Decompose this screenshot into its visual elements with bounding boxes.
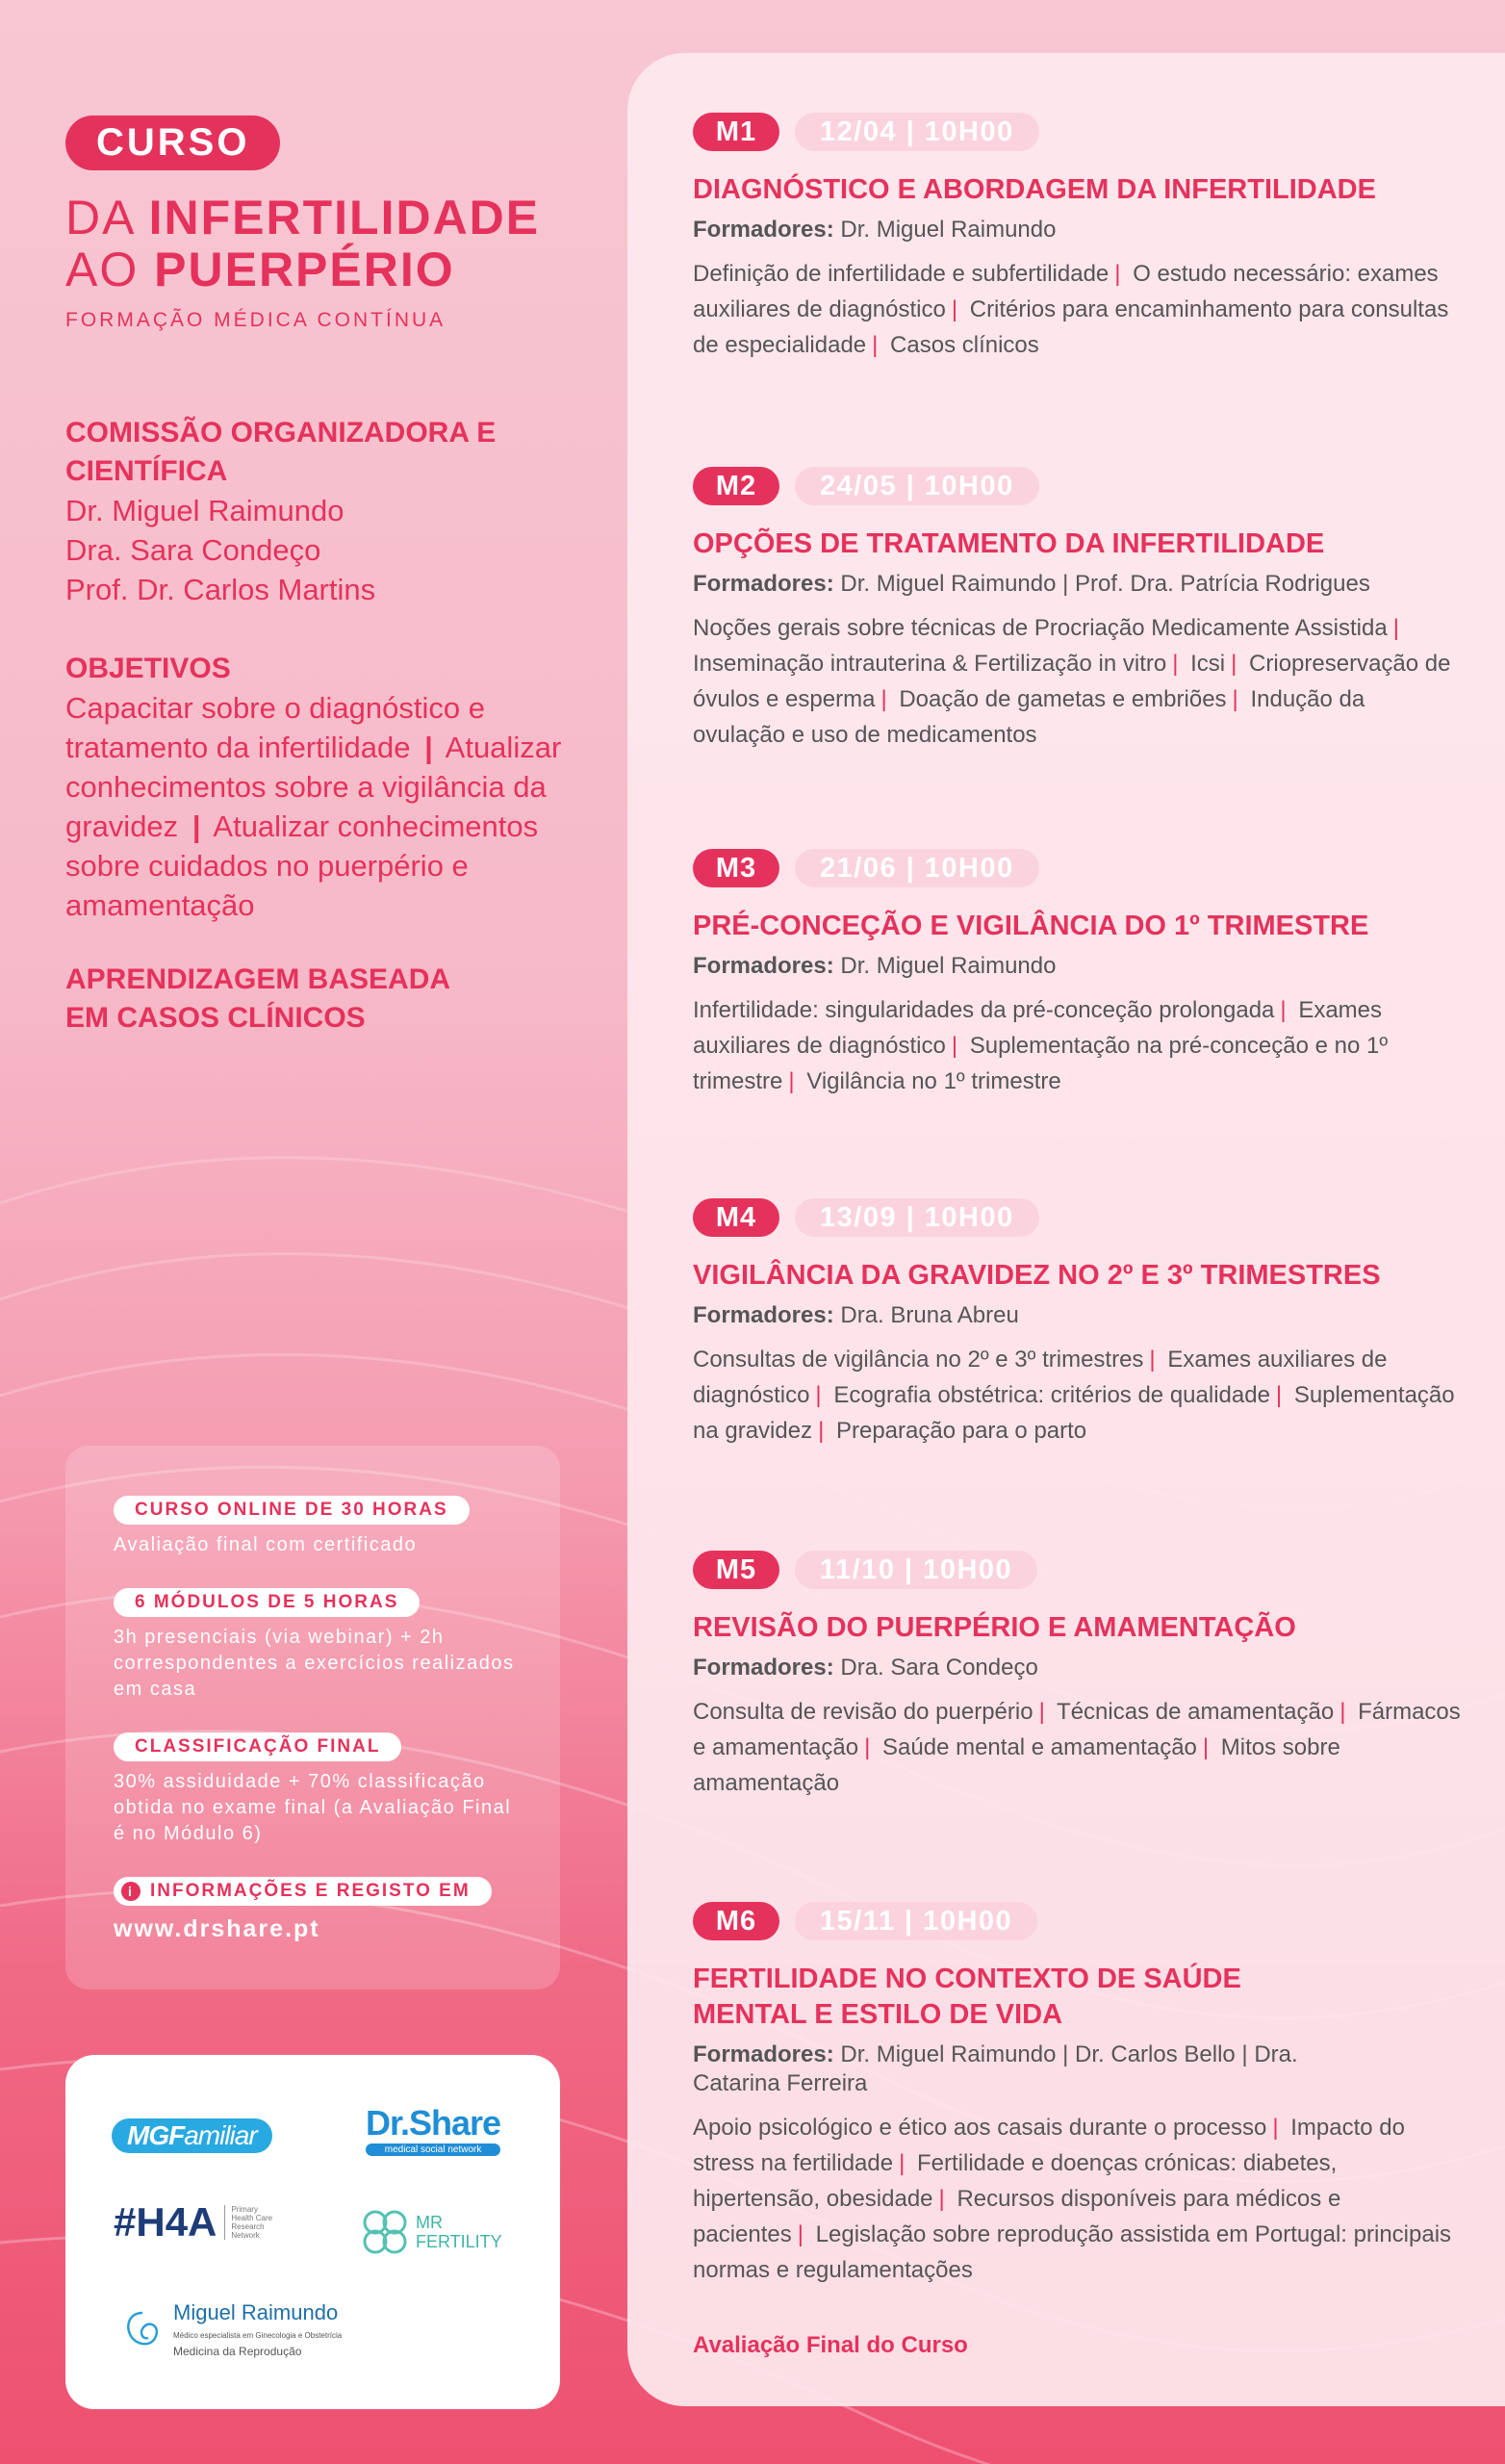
- topic: Vigilância no 1º trimestre: [806, 1068, 1061, 1094]
- topic: Exames auxiliares de diagnóstico: [693, 997, 1383, 1059]
- mr-fertility-line-1: MR: [416, 2213, 443, 2232]
- course-subtitle: FORMAÇÃO MÉDICA CONTÍNUA: [65, 309, 446, 331]
- commission-member: Dr. Miguel Raimundo: [65, 494, 344, 527]
- course-title: [65, 192, 585, 295]
- title-line1-pre: DA: [65, 191, 149, 244]
- trainers-names: Dra. Bruna Abreu: [840, 1302, 1019, 1328]
- objective-item: Atualizar conhecimentos sobre a vigilância da gravidez: [65, 731, 562, 843]
- topic: Criopreservação de óvulos e esperma: [693, 651, 1451, 712]
- h4a-sub: Primary: [231, 2205, 258, 2214]
- commission-member: Dra. Sara Condeço: [65, 533, 321, 567]
- trainers-label: Formadores:: [693, 1302, 834, 1328]
- topic: Ecografia obstétrica: critérios de qualidade: [833, 1382, 1270, 1408]
- objective-item: Capacitar sobre o diagnóstico e tratamento da infertilidade: [65, 691, 485, 764]
- trainers-names: Dr. Miguel Raimundo: [840, 217, 1057, 243]
- module-trainers: [693, 952, 1463, 981]
- topic: Suplementação na gravidez: [693, 1382, 1455, 1444]
- trainers-label: Formadores:: [693, 953, 834, 979]
- module-tag: M6: [693, 1902, 779, 1940]
- objectives-section: [65, 650, 566, 925]
- h4a-wordmark: #H4A: [114, 2199, 217, 2245]
- title-line2-pre: AO: [65, 243, 155, 296]
- module-m3: [693, 849, 1463, 1099]
- module-m5: [693, 1551, 1463, 1801]
- module-description: Noções gerais sobre técnicas de Procriação Medicamente Assistida | Inseminação intrauterina & Fertilização in vitro | Icsi | Criopreservação de óvulos e esperma | Doação de gametas e embriões | Indução da ovulação e uso de medicamentos: [693, 615, 1451, 748]
- commission-heading-2: CIENTÍFICA: [65, 455, 228, 487]
- topic: Indução da ovulação e uso de medicamentos: [693, 686, 1365, 748]
- mgf-familiar-logo: [112, 2118, 272, 2153]
- commission-section: [65, 414, 566, 609]
- final-evaluation: Avaliação Final do Curso: [693, 2332, 968, 2358]
- trainers-names: Dr. Miguel Raimundo | Prof. Dra. Patrícia Rodrigues: [840, 571, 1370, 597]
- commission-heading-1: COMISSÃO ORGANIZADORA E: [65, 417, 497, 449]
- module-m2: [693, 467, 1463, 753]
- trainers-label: Formadores:: [693, 2041, 834, 2067]
- module-title: VIGILÂNCIA DA GRAVIDEZ NO 2º E 3º TRIMESTRES: [693, 1260, 1381, 1291]
- objectives-heading: OBJETIVOS: [65, 653, 231, 684]
- trainers-label: Formadores:: [693, 1655, 834, 1681]
- title-line1-bold: INFERTILIDADE: [148, 191, 541, 244]
- trainers-label: Formadores:: [693, 217, 834, 243]
- learning-line-1: APRENDIZAGEM BASEADA: [65, 963, 451, 995]
- objective-separator: |: [191, 809, 201, 843]
- drshare-wordmark: Dr.Share: [366, 2103, 501, 2143]
- mgf-logo-part-a: MGF: [127, 2120, 185, 2150]
- modules-pill: 6 MÓDULOS DE 5 HORAS: [114, 1588, 420, 1617]
- online-pill: CURSO ONLINE DE 30 HORAS: [114, 1496, 470, 1525]
- topic: Exames auxiliares de diagnóstico: [693, 1347, 1388, 1408]
- learning-section: [65, 961, 566, 1038]
- topic: Consultas de vigilância no 2º e 3º trimestres: [693, 1347, 1144, 1373]
- drshare-tagline: medical social network: [366, 2143, 500, 2156]
- module-title: PRÉ-CONCEÇÃO E VIGILÂNCIA DO 1º TRIMESTRE: [693, 911, 1369, 941]
- module-date: 21/06 | 10H00: [795, 849, 1039, 887]
- title-line2-bold: PUERPÉRIO: [154, 243, 455, 296]
- module-trainers: [693, 1301, 1463, 1330]
- info-box: [65, 1446, 560, 1989]
- trainers-label: Formadores:: [693, 571, 834, 597]
- module-trainers: [693, 1654, 1463, 1682]
- mr-fertility-logo: [360, 2207, 502, 2257]
- module-title: FERTILIDADE NO CONTEXTO DE SAÚDE MENTAL E ESTILO DE VIDA: [693, 1964, 1241, 2030]
- miguel-raimundo-logo: [119, 2300, 342, 2360]
- topic: Consulta de revisão do puerpério: [693, 1699, 1033, 1725]
- learning-line-2: EM CASOS CLÍNICOS: [65, 1002, 366, 1034]
- topic: Icsi: [1190, 651, 1226, 677]
- registration-link[interactable]: www.drshare.pt: [114, 1915, 320, 1942]
- module-trainers: [693, 216, 1463, 244]
- module-m6: [693, 1902, 1463, 2288]
- topic: Recursos disponíveis para médicos e pacientes: [693, 2186, 1341, 2247]
- module-date: 12/04 | 10H00: [795, 113, 1039, 151]
- module-date: 24/05 | 10H00: [795, 467, 1039, 505]
- topic: Doação de gametas e embriões: [899, 686, 1227, 712]
- module-title: REVISÃO DO PUERPÉRIO E AMAMENTAÇÃO: [693, 1612, 1296, 1643]
- classification-text: 30% assiduidade + 70% classificação obtida no exame final (a Avaliação Final é no Módulo 6): [114, 1771, 512, 1844]
- module-tag: M5: [693, 1551, 779, 1589]
- miguel-raimundo-field: Medicina da Reprodução: [173, 2345, 302, 2358]
- module-date: 13/09 | 10H00: [795, 1198, 1039, 1237]
- registration-info: [114, 1877, 492, 1943]
- trainers-names: Dr. Miguel Raimundo: [840, 953, 1057, 979]
- module-trainers: [693, 570, 1463, 599]
- classification-pill: CLASSIFICAÇÃO FINAL: [114, 1732, 401, 1761]
- h4a-sub: Network: [231, 2231, 260, 2240]
- objective-item: Atualizar conhecimentos sobre cuidados no puerpério e amamentação: [65, 809, 539, 922]
- module-description: Infertilidade: singularidades da pré-conceção prolongada | Exames auxiliares de diagnóstico | Suplementação na pré-conceção e no 1º trimestre | Vigilância no 1º trimestre: [693, 997, 1389, 1094]
- topic: Suplementação na pré-conceção e no 1º trimestre: [693, 1033, 1389, 1094]
- modules-text: 3h presenciais (via webinar) + 2h correspondentes a exercícios realizados em casa: [114, 1627, 515, 1700]
- mr-fertility-icon: [360, 2207, 410, 2257]
- topic: Legislação sobre reprodução assistida em Portugal: principais normas e regulamentações: [693, 2221, 1452, 2283]
- topic: Apoio psicológico e ético aos casais durante o processo: [693, 2115, 1267, 2141]
- online-info: [114, 1496, 527, 1558]
- objectives-text: [65, 688, 566, 925]
- topic: Critérios para encaminhamento para consultas de especialidade: [693, 296, 1449, 358]
- embryo-icon: [119, 2307, 166, 2353]
- modules-info: [114, 1588, 527, 1703]
- topic: Saúde mental e amamentação: [882, 1734, 1197, 1760]
- module-description: Consulta de revisão do puerpério | Técnicas de amamentação | Fármacos e amamentação | Saúde mental e amamentação | Mitos sobre amamentação: [693, 1699, 1461, 1796]
- module-tag: M2: [693, 467, 779, 505]
- module-tag: M4: [693, 1198, 779, 1237]
- module-trainers: [693, 2040, 1347, 2098]
- topic: O estudo necessário: exames auxiliares de diagnóstico: [693, 261, 1439, 322]
- mr-fertility-line-2: FERTILITY: [416, 2232, 502, 2251]
- course-pill: CURSO: [65, 116, 280, 170]
- sponsor-logos: [65, 2055, 560, 2409]
- topic: Preparação para o parto: [835, 1418, 1087, 1444]
- miguel-raimundo-name: Miguel Raimundo: [173, 2300, 339, 2324]
- online-text: Avaliação final com certificado: [114, 1534, 418, 1555]
- topic: Impacto do stress na fertilidade: [693, 2115, 1405, 2176]
- module-m4: [693, 1198, 1463, 1449]
- course-header: [65, 116, 585, 332]
- h4a-sub: Health Care: [231, 2214, 273, 2222]
- topic: Casos clínicos: [890, 332, 1039, 358]
- h4a-sub: Research: [231, 2222, 265, 2231]
- commission-member: Prof. Dr. Carlos Martins: [65, 573, 376, 606]
- topic: Fertilidade e doenças crónicas: diabetes, hipertensão, obesidade: [693, 2150, 1338, 2212]
- module-date: 15/11 | 10H00: [795, 1902, 1037, 1940]
- topic: Mitos sobre amamentação: [693, 1734, 1340, 1796]
- module-description: Apoio psicológico e ético aos casais durante o processo | Impacto do stress na fertilidade | Fertilidade e doenças crónicas: diabetes, hipertensão, obesidade | Recursos disponíveis para médicos e pacientes | Legislação sobre reprodução assistida em Portugal: principais normas e regulamentações: [693, 2115, 1452, 2283]
- module-date: 11/10 | 10H00: [795, 1551, 1037, 1589]
- registration-pill: [114, 1877, 492, 1906]
- topic: Inseminação intrauterina & Fertilização in vitro: [693, 651, 1167, 677]
- mgf-logo-part-b: amiliar: [184, 2120, 257, 2150]
- objective-separator: |: [424, 731, 433, 764]
- trainers-names: Dr. Miguel Raimundo | Dr. Carlos Bello | Dra. Catarina Ferreira: [693, 2041, 1298, 2096]
- h4a-logo: [114, 2199, 272, 2246]
- module-tag: M3: [693, 849, 779, 887]
- module-title: OPÇÕES DE TRATAMENTO DA INFERTILIDADE: [693, 528, 1325, 559]
- registration-label: INFORMAÇÕES E REGISTO EM: [150, 1881, 471, 1901]
- classification-info: [114, 1732, 527, 1847]
- topic: Definição de infertilidade e subfertilidade: [693, 261, 1110, 287]
- trainers-names: Dra. Sara Condeço: [840, 1655, 1038, 1681]
- topic: Infertilidade: singularidades da pré-conceção prolongada: [693, 997, 1275, 1023]
- info-icon: i: [121, 1882, 140, 1901]
- module-description: Definição de infertilidade e subfertilidade | O estudo necessário: exames auxiliares de diagnóstico | Critérios para encaminhamento para consultas de especialidade | Casos clínicos: [693, 261, 1449, 358]
- module-tag: M1: [693, 113, 779, 151]
- drshare-logo: [366, 2103, 500, 2156]
- topic: Técnicas de amamentação: [1057, 1699, 1335, 1725]
- module-description: Consultas de vigilância no 2º e 3º trimestres | Exames auxiliares de diagnóstico | Ecografia obstétrica: critérios de qualidade | Suplementação na gravidez | Preparação para o parto: [693, 1347, 1455, 1444]
- topic: Noções gerais sobre técnicas de Procriação Medicamente Assistida: [693, 615, 1388, 641]
- topic: Fármacos e amamentação: [693, 1699, 1461, 1760]
- miguel-raimundo-specialty: Médico especialista em Ginecologia e Obstetrícia: [173, 2331, 343, 2340]
- module-m1: [693, 113, 1463, 363]
- module-title: DIAGNÓSTICO E ABORDAGEM DA INFERTILIDADE: [693, 174, 1376, 205]
